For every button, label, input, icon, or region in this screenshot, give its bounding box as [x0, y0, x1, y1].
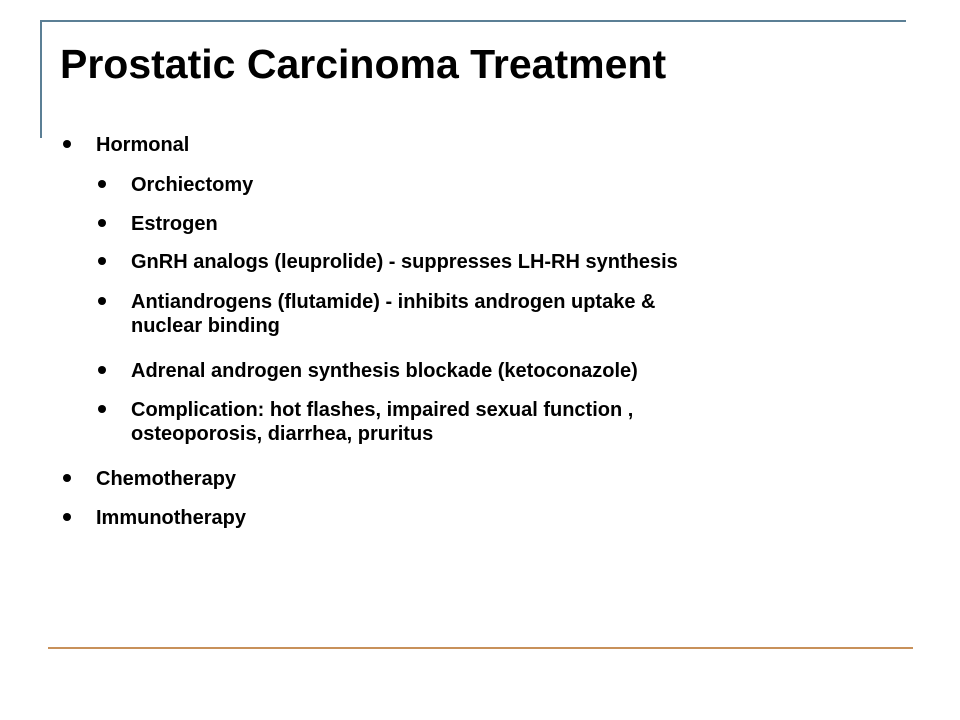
- bullet-text: Complication: hot flashes, impaired sexual function ,: [131, 399, 634, 421]
- bullet-text: Immunotherapy: [96, 507, 247, 529]
- bullet-text-continuation: osteoporosis, diarrhea, pruritus: [131, 423, 434, 445]
- bullet-chemotherapy: [96, 467, 236, 491]
- bullet-text: Estrogen: [131, 213, 218, 235]
- sub-bullet-estrogen: [131, 212, 218, 236]
- sub-bullet-orchiectomy: [131, 173, 253, 197]
- frame-top-rule: [40, 20, 906, 22]
- sub-bullet-gnrh-analogs: [131, 250, 678, 274]
- footer-rule: [48, 647, 913, 649]
- bullet-text: Chemotherapy: [96, 468, 237, 490]
- bullet-dot-icon: [98, 405, 106, 413]
- bullet-dot-icon: [98, 219, 106, 227]
- bullet-dot-icon: [98, 297, 106, 305]
- bullet-text: Orchiectomy: [131, 174, 254, 196]
- bullet-text: Antiandrogens (flutamide) - inhibits androgen uptake &: [131, 291, 656, 313]
- bullet-dot-icon: [63, 474, 71, 482]
- bullet-dot-icon: [98, 257, 106, 265]
- sub-bullet-adrenal-blockade: [131, 359, 638, 383]
- bullet-text: GnRH analogs (leuprolide) - suppresses LH-RH synthesis: [131, 251, 678, 273]
- bullet-dot-icon: [98, 180, 106, 188]
- bullet-dot-icon: [98, 366, 106, 374]
- sub-bullet-complication: [131, 398, 633, 446]
- bullet-text-continuation: nuclear binding: [131, 315, 280, 337]
- bullet-text: Hormonal: [96, 134, 190, 156]
- sub-bullet-antiandrogens: [131, 290, 655, 338]
- bullet-immunotherapy: [96, 506, 246, 530]
- slide-title: Prostatic Carcinoma Treatment: [60, 41, 667, 87]
- bullet-text: Adrenal androgen synthesis blockade (ketoconazole): [131, 360, 638, 382]
- frame-left-rule: [40, 20, 42, 138]
- bullet-dot-icon: [63, 140, 71, 148]
- bullet-dot-icon: [63, 513, 71, 521]
- bullet-hormonal: [96, 133, 189, 157]
